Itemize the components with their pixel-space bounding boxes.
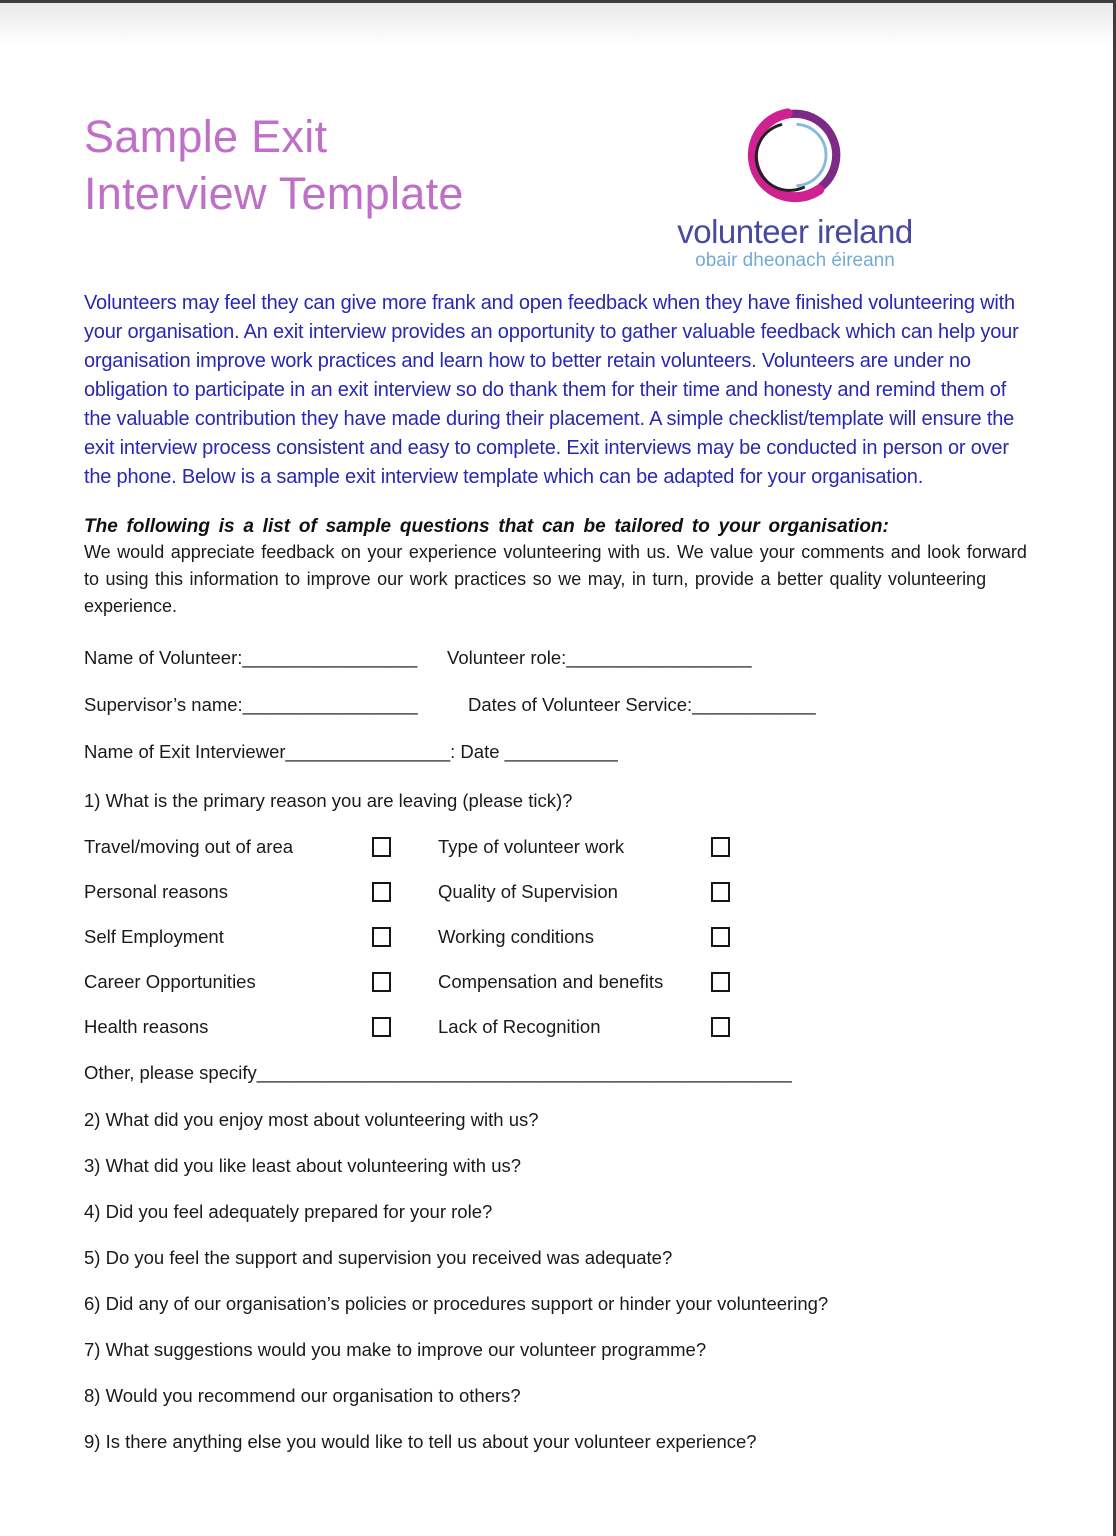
section-intro-paragraph: We would appreciate feedback on your experience volunteering with us. We value your comments and look forward to using this information to improve our work practices so we may, in turn, provide a better quality volunteering experience. — [84, 542, 1027, 616]
questions-list — [84, 1107, 1035, 1454]
other-specify-label: Other, please specify — [84, 1062, 257, 1083]
supervisor-name-label: Supervisor’s name: — [84, 694, 243, 715]
volunteer-details-form — [84, 646, 1035, 764]
reason-label-health-reasons: Health reasons — [84, 1015, 209, 1037]
question-8: 8) Would you recommend our organisation to others? — [84, 1385, 521, 1406]
reason-label-self-employment: Self Employment — [84, 925, 224, 947]
question-5: 5) Do you feel the support and supervision you received was adequate? — [84, 1247, 673, 1268]
checkbox-compensation-benefits[interactable] — [711, 972, 730, 992]
reason-label-travel-moving: Travel/moving out of area — [84, 835, 294, 857]
checkbox-self-employment[interactable] — [372, 927, 391, 947]
form-row-interviewer — [84, 740, 1035, 764]
title-line-1: Sample Exit — [84, 111, 328, 162]
checkbox-lack-of-recognition[interactable] — [711, 1017, 730, 1037]
question-3: 3) What did you like least about volunteering with us? — [84, 1155, 522, 1176]
logo-tagline: obair dheonach éireann — [695, 250, 895, 271]
checkbox-quality-of-supervision[interactable] — [711, 882, 730, 902]
volunteer-ireland-logo — [650, 100, 940, 272]
question-2: 2) What did you enjoy most about volunteering with us? — [84, 1109, 539, 1130]
reason-row-1 — [84, 836, 1035, 857]
name-of-volunteer-blank: _________________ — [242, 647, 418, 668]
page-title — [84, 100, 464, 222]
reason-label-career-opportunities: Career Opportunities — [84, 970, 256, 992]
reason-label-personal-reasons: Personal reasons — [84, 880, 228, 902]
checkbox-career-opportunities[interactable] — [372, 972, 391, 992]
reason-label-lack-of-recognition: Lack of Recognition — [438, 1015, 601, 1037]
reason-row-2 — [84, 881, 1035, 902]
other-specify-field — [84, 1061, 1035, 1085]
volunteer-role-field — [447, 646, 752, 670]
question-1: 1) What is the primary reason you are leaving (please tick)? — [84, 790, 573, 811]
exit-interviewer-blank: ________________ — [285, 741, 451, 762]
name-of-volunteer-label: Name of Volunteer: — [84, 647, 243, 668]
document-content — [84, 0, 1035, 1475]
date-label: : Date — [450, 741, 505, 762]
checkbox-travel-moving[interactable] — [372, 837, 391, 857]
checkbox-personal-reasons[interactable] — [372, 882, 391, 902]
dates-of-service-label: Dates of Volunteer Service: — [468, 694, 693, 715]
dates-of-service-blank: ____________ — [692, 694, 816, 715]
volunteer-role-blank: __________________ — [566, 647, 752, 668]
checkbox-health-reasons[interactable] — [372, 1017, 391, 1037]
title-line-2: Interview Template — [84, 168, 464, 219]
question-9: 9) Is there anything else you would like to tell us about your volunteer experience? — [84, 1431, 757, 1452]
window-top-border — [0, 0, 1116, 3]
checkbox-type-of-volunteer-work[interactable] — [711, 837, 730, 857]
supervisor-name-blank: _________________ — [242, 694, 418, 715]
form-row-volunteer — [84, 646, 1035, 670]
exit-interviewer-field — [84, 740, 618, 764]
leaving-reasons-checklist — [84, 836, 1035, 1037]
exit-interviewer-label: Name of Exit Interviewer — [84, 741, 286, 762]
date-blank: ___________ — [504, 741, 618, 762]
question-4: 4) Did you feel adequately prepared for your role? — [84, 1201, 493, 1222]
reason-label-type-of-volunteer-work: Type of volunteer work — [438, 835, 625, 857]
reason-label-quality-of-supervision: Quality of Supervision — [438, 880, 618, 902]
section-heading: The following is a list of sample questions that can be tailored to your organisation: — [84, 516, 889, 537]
supervisor-name-field — [84, 693, 468, 717]
form-row-supervisor — [84, 693, 1035, 717]
dates-of-service-field — [468, 693, 816, 717]
reason-label-compensation-benefits: Compensation and benefits — [438, 970, 664, 992]
logo-wordmark: volunteer ireland — [677, 213, 913, 250]
logo-circle-icon — [740, 100, 850, 210]
question-7: 7) What suggestions would you make to improve our volunteer programme? — [84, 1339, 707, 1360]
reason-row-4 — [84, 971, 1035, 992]
other-specify-blank: ____________________________________________________ — [256, 1062, 792, 1083]
checkbox-working-conditions[interactable] — [711, 927, 730, 947]
reason-label-working-conditions: Working conditions — [438, 925, 594, 947]
document-header — [84, 100, 1035, 272]
name-of-volunteer-field — [84, 646, 447, 670]
reason-row-5 — [84, 1016, 1035, 1037]
question-6: 6) Did any of our organisation’s policies or procedures support or hinder your volunteering? — [84, 1293, 829, 1314]
volunteer-role-label: Volunteer role: — [447, 647, 567, 668]
reason-row-3 — [84, 926, 1035, 947]
intro-paragraph: Volunteers may feel they can give more frank and open feedback when they have finished volunteering with your organisation. An exit interview provides an opportunity to gather valuable feedback which can help your organisation improve work practices and learn how to better retain volunteers. Volunteers are under no obligation to participate in an exit interview so do thank them for their time and honesty and remind them of the valuable contribution they have made during their placement. A simple checklist/template will ensure the exit interview process consistent and easy to complete. Exit interviews may be conducted in person or over the phone. Below is a sample exit interview template which can be adapted for your organisation. — [84, 292, 1019, 488]
